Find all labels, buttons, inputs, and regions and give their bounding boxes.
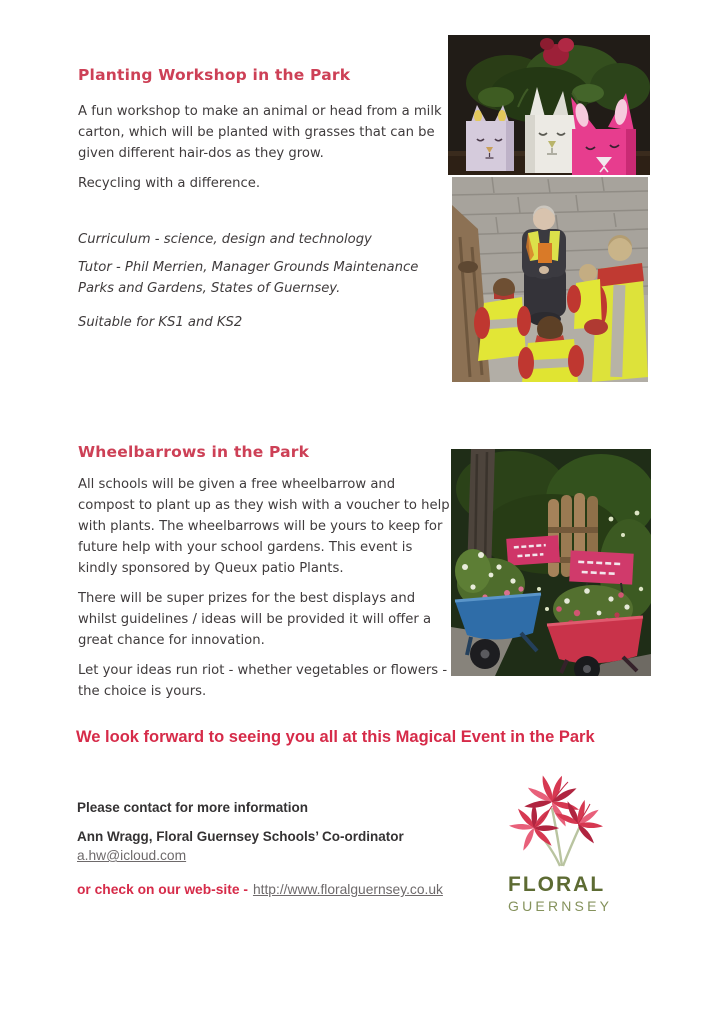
carton-planters-illustration (448, 35, 650, 175)
tutor-line: Tutor - Phil Merrien, Manager Grounds Maintenance Parks and Gardens, States of Guernsey. (78, 260, 419, 296)
planting-section (78, 66, 452, 340)
wheelbarrows-section (78, 443, 452, 711)
website-link[interactable]: http://www.floralguernsey.co.uk (252, 882, 443, 897)
floral-guernsey-logo (492, 768, 628, 914)
wheelbarrows-para3: Let your ideas run riot - whether vegetables or flowers - the choice is yours. (78, 663, 448, 699)
website-prefix: or check on our web-site - (77, 882, 248, 897)
logo-guernsey-text: GUERNSEY (508, 898, 613, 915)
workshop-illustration (452, 177, 648, 382)
contact-name: Ann Wragg, Floral Guernsey Schools’ Co-ordinator (77, 829, 404, 844)
guernsey-lily-icon (500, 768, 620, 868)
contact-email-link[interactable]: a.hw@icloud.com (77, 848, 187, 863)
planting-para1: A fun workshop to make an animal or head from a milk carton, which will be planted with grasses that can be given different hair-dos as they grow. (78, 104, 442, 161)
planting-para2: Recycling with a difference. (78, 176, 261, 191)
wheelbarrows-para1: All schools will be given a free wheelbarrow and compost to plant up as they wish with a voucher to help with plants. The wheelbarrows will be yours to keep for future help with your school gardens. This event is kindly sponsored by Queux patio Plants. (78, 477, 450, 576)
wheelbarrows-illustration (451, 449, 651, 676)
contact-block (77, 800, 497, 911)
suitable-line: Suitable for KS1 and KS2 (78, 315, 243, 330)
contact-intro: Please contact for more information (77, 800, 309, 815)
planting-heading: Planting Workshop in the Park (78, 66, 351, 84)
closing-headline: We look forward to seeing you all at this Magical Event in the Park (76, 728, 595, 746)
wheelbarrows-heading: Wheelbarrows in the Park (78, 443, 310, 461)
website-line (77, 882, 497, 897)
carton-planters-photo (448, 35, 650, 175)
wheelbarrows-photo (451, 449, 651, 676)
logo-floral-text: FLORAL (508, 873, 606, 896)
workshop-photo (452, 177, 648, 382)
wheelbarrows-para2: There will be super prizes for the best displays and whilst guidelines / ideas will be provided it will offer a great chance for innovation. (78, 591, 432, 648)
curriculum-line: Curriculum - science, design and technology (78, 232, 372, 247)
